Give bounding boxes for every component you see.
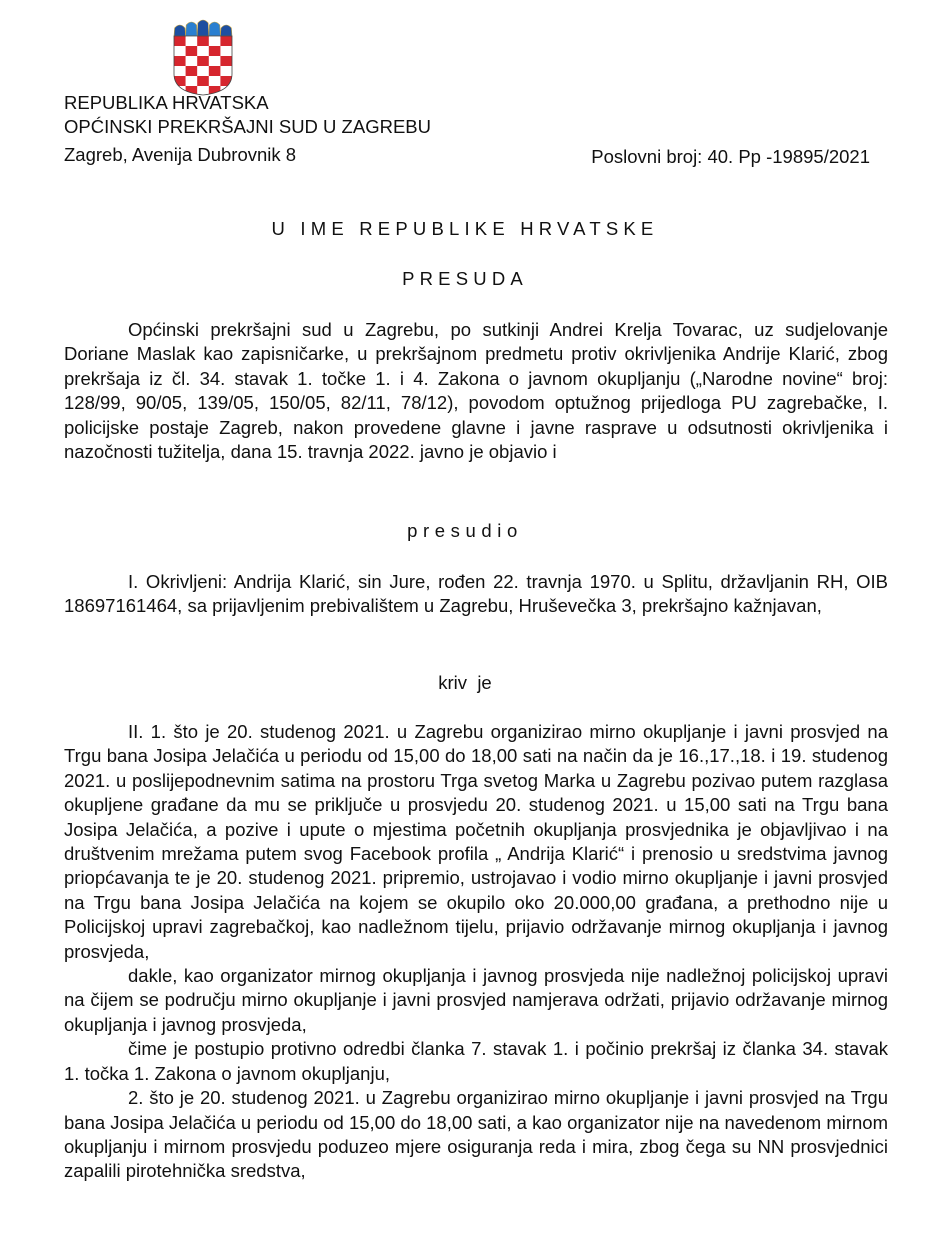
charge-1-summary: dakle, kao organizator mirnog okupljanja i javnog prosvjeda nije nadležnoj policijskoj upravi na čijem se području mirno okupljanje i javni prosvjed namjerava održati, prijavio održavanje mirnog okupljanja i javnog prosvjeda, — [64, 965, 888, 1035]
charges-body — [64, 720, 888, 1184]
heading-kriv-je: kriv je — [438, 672, 492, 693]
header-court-address: Zagreb, Avenija Dubrovnik 8 — [64, 144, 297, 165]
defendant-text: I. Okrivljeni: Andrija Klarić, sin Jure, rođen 22. travnja 1970. u Splitu, državljanin RH, OIB 18697161464, sa prijavljenim prebivalištem u Zagrebu, Hruševečka 3, prekršajno kažnjavan, — [64, 571, 888, 617]
heading-presudio: presudio — [407, 520, 523, 541]
charge-2-text: 2. što je 20. studenog 2021. u Zagrebu organizirao mirno okupljanje i javni prosvjed na Trgu bana Josipa Jelačića u periodu od 15,00 do 18,00 sati, a kao organizator nije na navedenom mirnom okupljanju i mirnom prosvjedu poduzeo mjere osiguranja reda i mira, zbog čega su NN prosvjednici zapalili pirotehnička sredstva, — [64, 1087, 888, 1182]
header-republic: REPUBLIKA HRVATSKA — [64, 92, 269, 113]
title-in-the-name: U IME REPUBLIKE HRVATSKE — [271, 218, 659, 239]
charge-1-legal-basis: čime je postupio protivno odredbi članka 7. stavak 1. i počinio prekršaj iz članka 34. stavak 1. točka 1. Zakona o javnom okupljanju, — [64, 1038, 888, 1084]
intro-paragraph — [64, 318, 888, 464]
croatian-coat-of-arms-icon — [172, 16, 234, 96]
defendant-paragraph — [64, 570, 888, 619]
intro-text: Općinski prekršajni sud u Zagrebu, po sutkinji Andrei Krelja Tovarac, uz sudjelovanje Doriane Maslak kao zapisničarke, u prekršajnom predmetu protiv okrivljenika Andrije Klarić, zbog prekršaja iz čl. 34. stavak 1. točke 1. i 4. Zakona o javnom okupljanju („Narodne novine“ broj: 128/99, 90/05, 139/05, 150/05, 82/11, 78/12), povodom optužnog prijedloga PU zagrebačke, I. policijske postaje Zagreb, nakon provedene glavne i javne rasprave u odsutnosti okrivljenika i nazočnosti tužitelja, dana 15. travnja 2022. javno je objavio i — [64, 319, 888, 463]
header-court-name: OPĆINSKI PREKRŠAJNI SUD U ZAGREBU — [64, 116, 431, 137]
title-verdict: PRESUDA — [402, 268, 528, 289]
case-number: Poslovni broj: 40. Pp -19895/2021 — [591, 146, 870, 167]
charge-1-text: II. 1. što je 20. studenog 2021. u Zagrebu organizirao mirno okupljanje i javni prosvjed na Trgu bana Josipa Jelačića u periodu od 15,00 do 18,00 sati na način da je 16.,17.,18. i 19. studenog 2021. u poslijepodnevnim satima na prostoru Trga svetog Marka u Zagrebu pozivao putem razglasa okupljene građane da mu se priključe u prosvjedu 20. studenog 2021. u 15,00 sati na Trgu bana Josipa Jelačića, a pozive i upute o mjestima početnih okupljanja prosvjednika je objavljivao i na društvenim mrežama putem svog Facebook profila „ Andrija Klarić“ i prenosio u sredstvima javnog priopćavanja te je 20. studenog 2021. pripremio, ustrojavao i vodio mirno okupljanje i javni prosvjed na Trgu bana Josipa Jelačića na kojem se okupilo oko 20.000,00 građana, a prethodno nije u Policijskoj upravi zagrebačkoj, kao nadležnom tijelu, prijavio održavanje mirnog okupljanja i javnog prosvjeda, — [64, 721, 888, 962]
